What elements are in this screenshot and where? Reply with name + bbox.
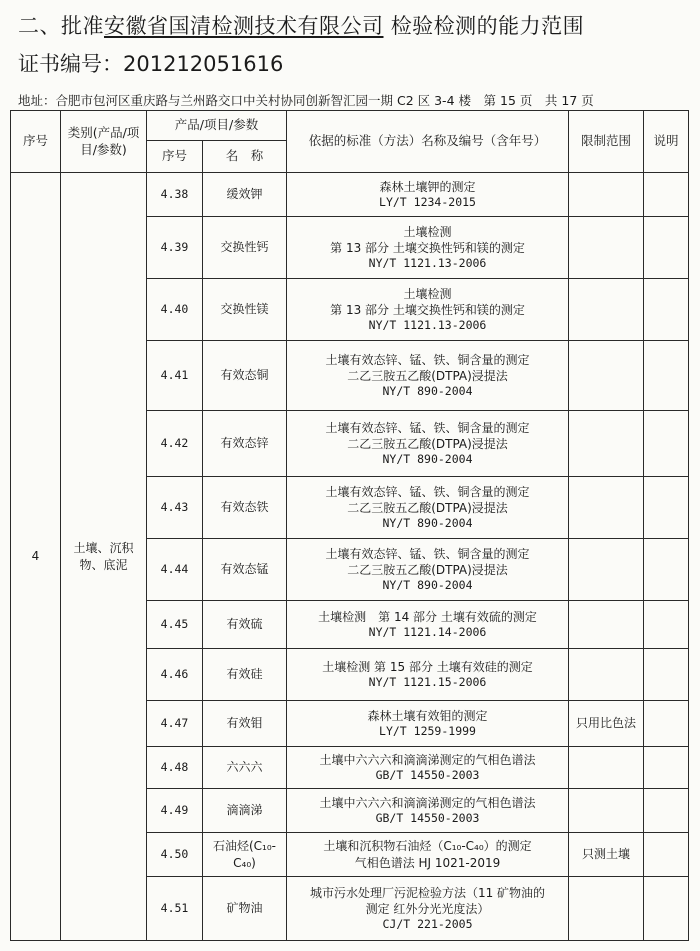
organization-name: 安徽省国清检测技术有限公司 (104, 14, 384, 38)
item-standard: 土壤中六六六和滴滴涕测定的气相色谱法 GB/T 14550-2003 (287, 747, 569, 789)
title-prefix: 二、批准 (18, 14, 104, 38)
item-name: 有效态铁 (203, 477, 287, 539)
item-no: 4.41 (147, 341, 203, 411)
header-category: 类别(产品/项目/参数) (61, 111, 147, 173)
item-no: 4.46 (147, 649, 203, 701)
page-title (18, 10, 584, 40)
certificate-number: 201212051616 (123, 52, 284, 76)
item-no: 4.45 (147, 601, 203, 649)
table-body (11, 173, 689, 941)
item-no: 4.47 (147, 701, 203, 747)
item-note (644, 877, 689, 941)
item-no: 4.48 (147, 747, 203, 789)
item-name: 石油烃(C₁₀-C₄₀) (203, 833, 287, 877)
capability-table (10, 110, 689, 941)
item-no: 4.40 (147, 279, 203, 341)
item-limit (569, 877, 644, 941)
item-standard: 土壤有效态锌、锰、铁、铜含量的测定 二乙三胺五乙酸(DTPA)浸提法 NY/T 890-2004 (287, 477, 569, 539)
header-limit: 限制范围 (569, 111, 644, 173)
title-suffix: 检验检测的能力范围 (390, 14, 585, 38)
item-standard: 土壤检测 第 13 部分 土壤交换性钙和镁的测定 NY/T 1121.13-2006 (287, 217, 569, 279)
item-note (644, 701, 689, 747)
item-limit: 只测土壤 (569, 833, 644, 877)
header-item-no: 序号 (147, 141, 203, 173)
item-standard: 城市污水处理厂污泥检验方法（11 矿物油的 测定 红外分光光度法） CJ/T 221-2005 (287, 877, 569, 941)
item-name: 有效态锌 (203, 411, 287, 477)
item-name: 交换性镁 (203, 279, 287, 341)
item-note (644, 173, 689, 217)
item-standard: 土壤检测 第 15 部分 土壤有效硅的测定 NY/T 1121.15-2006 (287, 649, 569, 701)
item-note (644, 539, 689, 601)
item-note (644, 411, 689, 477)
item-limit (569, 341, 644, 411)
item-no: 4.50 (147, 833, 203, 877)
item-note (644, 477, 689, 539)
certificate-line (18, 48, 283, 78)
item-limit (569, 477, 644, 539)
group-seq: 4 (11, 173, 61, 941)
header-note: 说明 (644, 111, 689, 173)
item-standard: 森林土壤有效钼的测定 LY/T 1259-1999 (287, 701, 569, 747)
item-note (644, 217, 689, 279)
header-product-group: 产品/项目/参数 (147, 111, 287, 141)
item-standard: 土壤检测 第 14 部分 土壤有效硫的测定 NY/T 1121.14-2006 (287, 601, 569, 649)
item-note (644, 833, 689, 877)
item-name: 有效硫 (203, 601, 287, 649)
group-category: 土壤、沉积物、底泥 (61, 173, 147, 941)
item-name: 缓效钾 (203, 173, 287, 217)
item-limit (569, 539, 644, 601)
item-standard: 土壤有效态锌、锰、铁、铜含量的测定 二乙三胺五乙酸(DTPA)浸提法 NY/T 890-2004 (287, 539, 569, 601)
item-name: 有效态铜 (203, 341, 287, 411)
item-name: 有效钼 (203, 701, 287, 747)
header-seq: 序号 (11, 111, 61, 173)
item-note (644, 279, 689, 341)
item-limit (569, 279, 644, 341)
item-standard: 土壤检测 第 13 部分 土壤交换性钙和镁的测定 NY/T 1121.13-2006 (287, 279, 569, 341)
item-limit (569, 217, 644, 279)
item-standard: 土壤中六六六和滴滴涕测定的气相色谱法 GB/T 14550-2003 (287, 789, 569, 833)
item-no: 4.39 (147, 217, 203, 279)
item-note (644, 601, 689, 649)
item-note (644, 649, 689, 701)
page-total: 共 17 页 (544, 93, 594, 108)
address-line (18, 91, 594, 109)
item-standard: 森林土壤钾的测定 LY/T 1234-2015 (287, 173, 569, 217)
item-name: 矿物油 (203, 877, 287, 941)
page-number: 第 15 页 (483, 93, 533, 108)
item-no: 4.51 (147, 877, 203, 941)
header-item-name: 名 称 (203, 141, 287, 173)
table-row (11, 173, 689, 217)
item-no: 4.43 (147, 477, 203, 539)
address-text: 地址：合肥市包河区重庆路与兰州路交口中关村协同创新智汇园一期 C2 区 3-4 楼 (18, 93, 471, 108)
item-name: 交换性钙 (203, 217, 287, 279)
item-standard: 土壤有效态锌、锰、铁、铜含量的测定 二乙三胺五乙酸(DTPA)浸提法 NY/T 890-2004 (287, 411, 569, 477)
item-limit (569, 649, 644, 701)
item-standard: 土壤有效态锌、锰、铁、铜含量的测定 二乙三胺五乙酸(DTPA)浸提法 NY/T 890-2004 (287, 341, 569, 411)
header-standard: 依据的标准（方法）名称及编号（含年号） (287, 111, 569, 173)
item-name: 滴滴涕 (203, 789, 287, 833)
item-limit (569, 173, 644, 217)
item-name: 六六六 (203, 747, 287, 789)
certificate-label: 证书编号： (18, 52, 123, 76)
item-name: 有效硅 (203, 649, 287, 701)
item-limit (569, 411, 644, 477)
item-no: 4.38 (147, 173, 203, 217)
item-limit (569, 601, 644, 649)
item-note (644, 341, 689, 411)
item-standard: 土壤和沉积物石油烃（C₁₀-C₄₀）的测定 气相色谱法 HJ 1021-2019 (287, 833, 569, 877)
item-limit (569, 789, 644, 833)
item-note (644, 747, 689, 789)
item-limit (569, 747, 644, 789)
item-no: 4.42 (147, 411, 203, 477)
item-limit: 只用比色法 (569, 701, 644, 747)
item-name: 有效态锰 (203, 539, 287, 601)
item-no: 4.49 (147, 789, 203, 833)
item-note (644, 789, 689, 833)
item-no: 4.44 (147, 539, 203, 601)
